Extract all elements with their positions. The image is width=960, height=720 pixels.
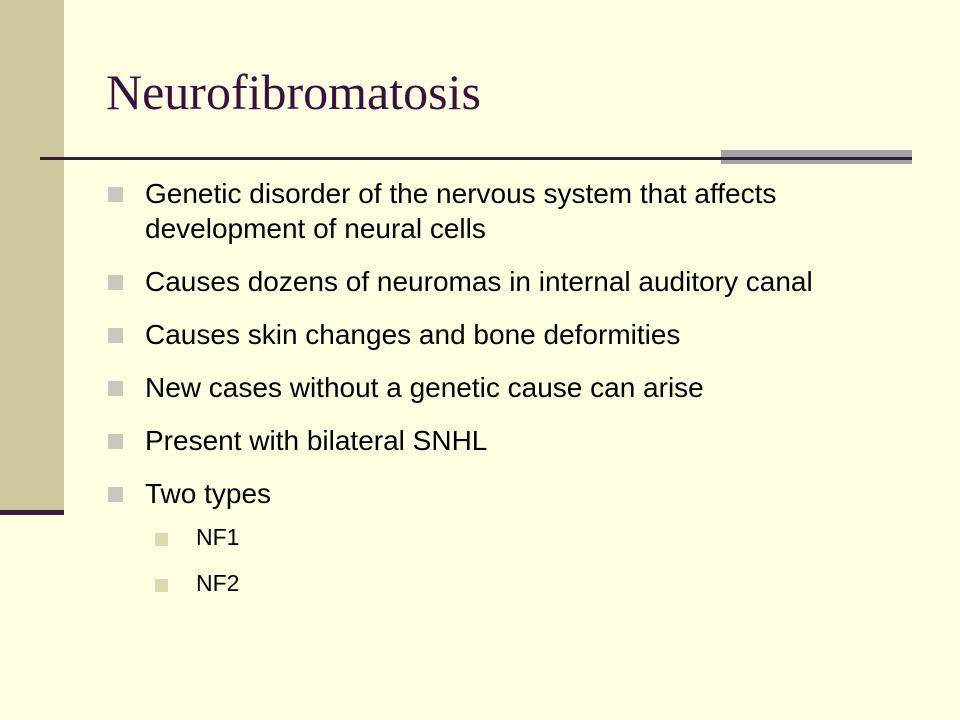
square-sub-bullet-icon xyxy=(155,533,168,546)
sub-bullet-text: NF1 xyxy=(196,524,240,550)
bullet-item xyxy=(108,370,908,405)
bullet-text: Causes skin changes and bone deformities xyxy=(145,319,681,350)
bullet-item xyxy=(108,317,908,352)
sub-bullet-item xyxy=(155,523,908,551)
bullet-item xyxy=(108,176,908,246)
bullet-text: Present with bilateral SNHL xyxy=(145,425,488,456)
square-bullet-icon xyxy=(108,187,123,202)
square-bullet-icon xyxy=(108,275,123,290)
square-bullet-icon xyxy=(108,487,123,502)
side-bar-decoration xyxy=(0,0,64,510)
sub-bullet-item xyxy=(155,569,908,597)
side-accent-line xyxy=(0,510,64,515)
bullet-list xyxy=(108,176,908,615)
title-rule-gray-upper xyxy=(721,150,912,157)
bullet-text: Causes dozens of neuromas in internal auditory canal xyxy=(145,266,813,297)
bullet-text: Genetic disorder of the nervous system that affects development of neural cells xyxy=(145,178,777,244)
bullet-text: New cases without a genetic cause can arise xyxy=(145,372,704,403)
square-bullet-icon xyxy=(108,434,123,449)
bullet-text: Two types xyxy=(145,478,272,509)
square-bullet-icon xyxy=(108,328,123,343)
bullet-item xyxy=(108,476,908,597)
sub-bullet-list xyxy=(145,523,908,597)
slide-title: Neurofibromatosis xyxy=(106,64,481,120)
square-sub-bullet-icon xyxy=(155,579,168,592)
bullet-item xyxy=(108,423,908,458)
square-bullet-icon xyxy=(108,381,123,396)
sub-bullet-text: NF2 xyxy=(196,570,240,596)
bullet-item xyxy=(108,264,908,299)
title-rule-gray-lower xyxy=(721,160,912,164)
